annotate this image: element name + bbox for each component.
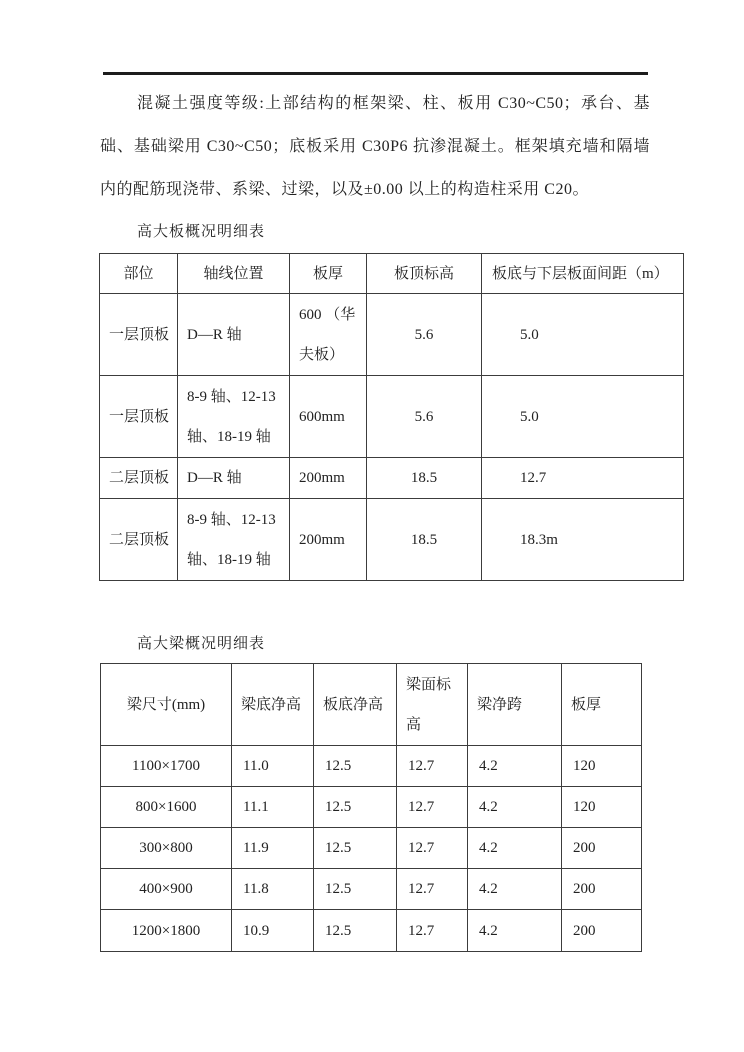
table-cell: 4.2 [468, 869, 562, 910]
table-cell: 12.5 [314, 746, 397, 787]
table-cell: 18.5 [367, 458, 482, 499]
table-cell: 二层顶板 [100, 499, 178, 581]
table-cell: 600mm [290, 376, 367, 458]
table-cell: 600 （华夫板） [290, 294, 367, 376]
slab-header-row [100, 254, 684, 294]
table-cell: 300×800 [101, 828, 232, 869]
table-cell: 4.2 [468, 828, 562, 869]
table-cell: 8-9 轴、12-13 轴、18-19 轴 [178, 499, 290, 581]
beam-table [100, 663, 642, 952]
beam-table-title: 高大梁概况明细表 [137, 636, 266, 652]
table-cell: 18.3m [482, 499, 684, 581]
table-cell: 200 [562, 910, 642, 952]
column-header: 梁面标高 [397, 664, 468, 746]
table-cell: 12.7 [397, 746, 468, 787]
table-cell: 18.5 [367, 499, 482, 581]
table-cell: 5.0 [482, 376, 684, 458]
table-row [101, 787, 642, 828]
table-cell: 12.5 [314, 910, 397, 952]
table-cell: 120 [562, 746, 642, 787]
table-cell: 1200×1800 [101, 910, 232, 952]
column-header: 板底净高 [314, 664, 397, 746]
table-cell: 200 [562, 828, 642, 869]
table-cell: 5.0 [482, 294, 684, 376]
table-cell: 12.5 [314, 828, 397, 869]
table-cell: 10.9 [232, 910, 314, 952]
intro-paragraph: 混凝土强度等级:上部结构的框架梁、柱、板用 C30~C50；承台、基础、基础梁用 C30~C50；底板采用 C30P6 抗渗混凝土。框架填充墙和隔墙内的配筋现浇带、系梁、过梁，以及±0.00 以上的构造柱采用 C20。 [100, 95, 650, 198]
table-cell: 一层顶板 [100, 294, 178, 376]
table-cell: 12.7 [397, 910, 468, 952]
column-header: 板厚 [290, 254, 367, 294]
table-cell: 200mm [290, 499, 367, 581]
column-header: 梁净跨 [468, 664, 562, 746]
table-cell: 1100×1700 [101, 746, 232, 787]
table-row [101, 910, 642, 952]
table-cell: 11.9 [232, 828, 314, 869]
table-cell: 200 [562, 869, 642, 910]
header-rule [103, 72, 648, 75]
table-cell: 4.2 [468, 746, 562, 787]
table-cell: D—R 轴 [178, 294, 290, 376]
column-header: 板顶标高 [367, 254, 482, 294]
table-cell: 12.7 [482, 458, 684, 499]
column-header: 板厚 [562, 664, 642, 746]
column-header: 板底与下层板面间距（m） [482, 254, 684, 294]
slab-table [99, 253, 684, 581]
column-header: 部位 [100, 254, 178, 294]
table-cell: 5.6 [367, 376, 482, 458]
slab-table-title: 高大板概况明细表 [137, 224, 266, 240]
table-cell: 11.0 [232, 746, 314, 787]
column-header: 梁底净高 [232, 664, 314, 746]
table-cell: 12.7 [397, 869, 468, 910]
table-row [100, 458, 684, 499]
table-row [101, 869, 642, 910]
table-cell: 4.2 [468, 910, 562, 952]
table-row [100, 499, 684, 581]
table-row [101, 746, 642, 787]
table-cell: 12.7 [397, 787, 468, 828]
table-row [100, 376, 684, 458]
table-cell: D—R 轴 [178, 458, 290, 499]
table-cell: 200mm [290, 458, 367, 499]
table-row [100, 294, 684, 376]
table-cell: 11.8 [232, 869, 314, 910]
table-row [101, 828, 642, 869]
table-cell: 一层顶板 [100, 376, 178, 458]
table-cell: 二层顶板 [100, 458, 178, 499]
table-cell: 12.5 [314, 869, 397, 910]
column-header: 梁尺寸(mm) [101, 664, 232, 746]
table-cell: 120 [562, 787, 642, 828]
table-cell: 4.2 [468, 787, 562, 828]
column-header: 轴线位置 [178, 254, 290, 294]
table-cell: 5.6 [367, 294, 482, 376]
table-cell: 800×1600 [101, 787, 232, 828]
table-cell: 400×900 [101, 869, 232, 910]
table-cell: 8-9 轴、12-13 轴、18-19 轴 [178, 376, 290, 458]
table-cell: 12.5 [314, 787, 397, 828]
table-cell: 11.1 [232, 787, 314, 828]
table-cell: 12.7 [397, 828, 468, 869]
beam-header-row [101, 664, 642, 746]
